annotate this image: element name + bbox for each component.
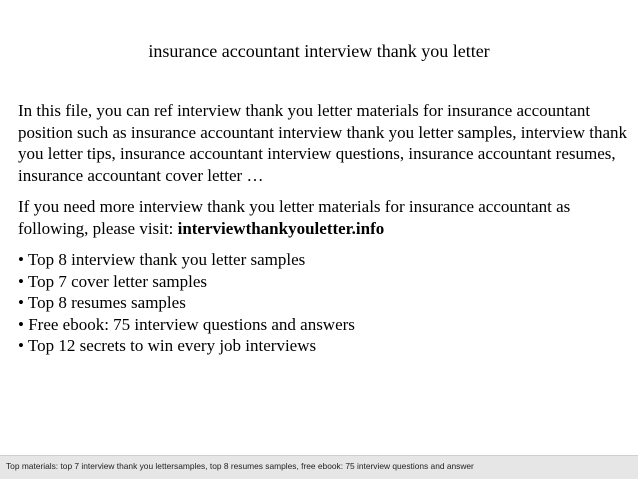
list-item: • Top 8 interview thank you letter samples xyxy=(18,250,306,269)
document-body xyxy=(18,100,628,357)
list-item: • Top 12 secrets to win every job interviews xyxy=(18,336,317,355)
visit-text: If you need more interview thank you letter materials for insurance accountant as following, please visit: xyxy=(18,197,571,238)
intro-paragraph: In this file, you can ref interview thank you letter materials for insurance accountant position such as insurance accountant interview thank you letter samples, interview thank you letter tips, insurance accountant interview questions, insurance accountant resumes, insurance accountant cover letter … xyxy=(18,101,627,185)
list-item: • Free ebook: 75 interview questions and answers xyxy=(18,314,355,334)
page-title: insurance accountant interview thank you letter xyxy=(148,41,490,61)
footer-bar: Top materials: top 7 interview thank you lettersamples, top 8 resumes samples, free ebook: 75 interview questions and answer xyxy=(0,455,638,479)
list-item: • Top 7 cover letter samples xyxy=(18,271,208,291)
visit-paragraph xyxy=(18,196,628,239)
list-item: • Top 8 resumes samples xyxy=(18,293,186,312)
materials-list xyxy=(18,249,628,357)
website-link[interactable]: interviewthankyouletter.info xyxy=(177,218,385,238)
